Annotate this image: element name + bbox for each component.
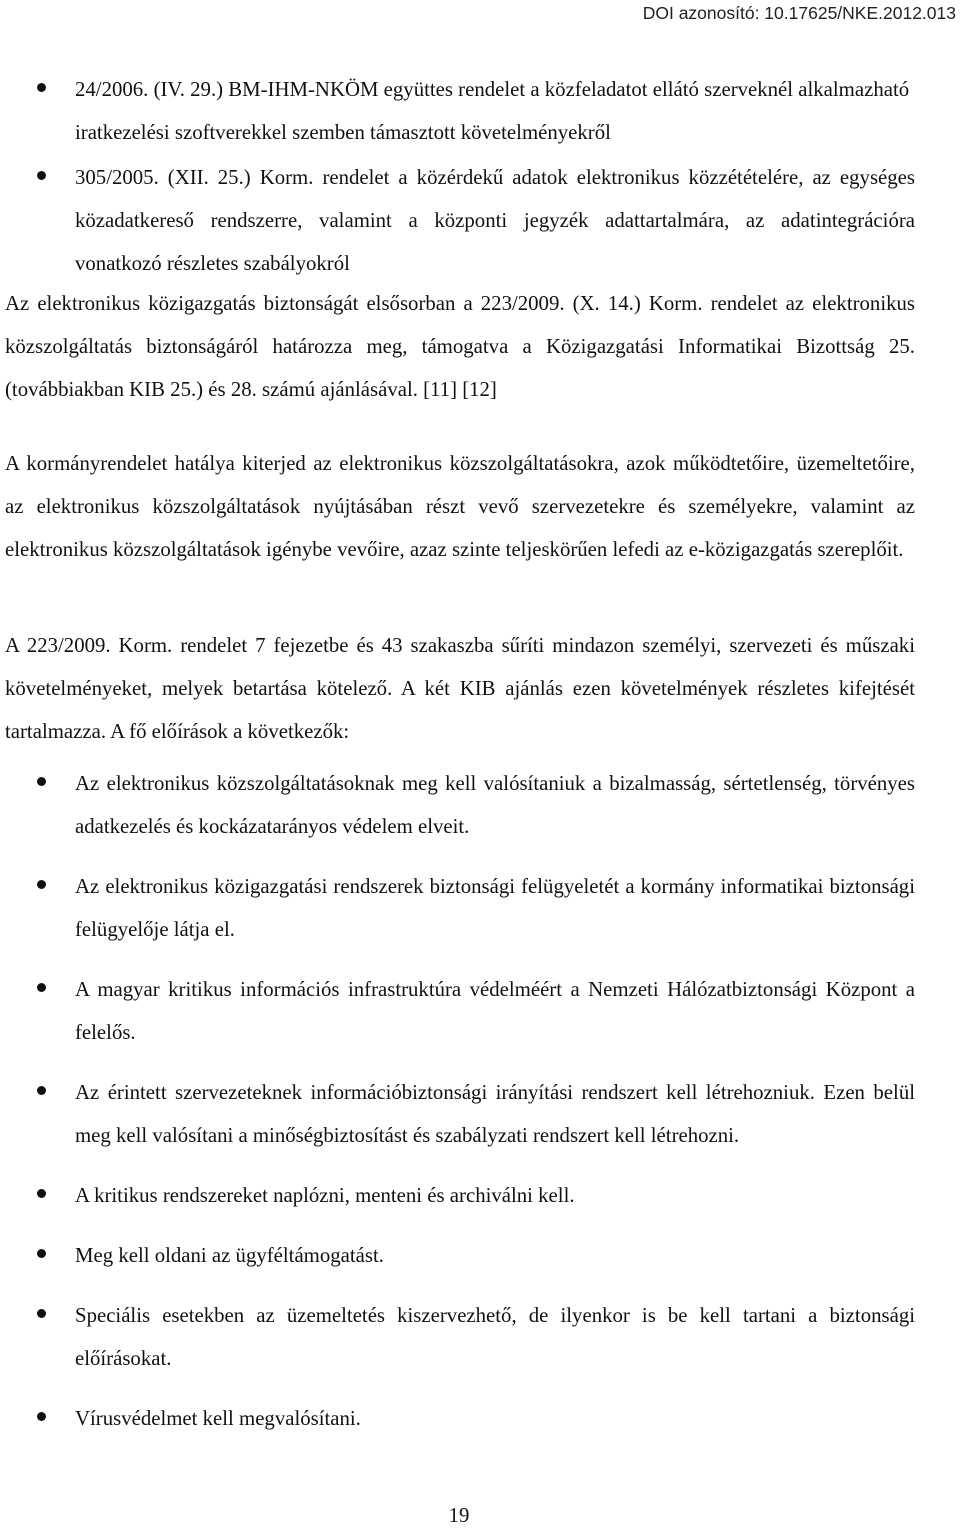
list-item-text: Vírusvédelmet kell megvalósítani. xyxy=(75,1407,361,1430)
list-item xyxy=(0,1234,960,1277)
bullet-icon xyxy=(37,1189,46,1198)
bullet-icon xyxy=(37,171,46,180)
bullet-icon xyxy=(37,777,46,786)
paragraph: Az elektronikus közigazgatás biztonságát elsősorban a 223/2009. (X. 14.) Korm. rendelet az elektronikus közszolgáltatás biztonságáról határozza meg, támogatva a Közigazgatási Informatikai Bizottság 25. (továbbiakban KIB 25.) és 28. számú ajánlásával. [11] [12] xyxy=(5,292,915,401)
bullet-icon xyxy=(37,1086,46,1095)
bullet-icon xyxy=(37,880,46,889)
list-item-text: A kritikus rendszereket naplózni, menteni és archiválni kell. xyxy=(75,1184,575,1207)
intro-bullet-list xyxy=(0,68,960,285)
list-item-text: A magyar kritikus információs infrastruktúra védelméért a Nemzeti Hálózatbiztonsági Központ a felelős. xyxy=(75,978,915,1044)
list-item xyxy=(0,1397,960,1440)
list-item-text: Az elektronikus közszolgáltatásoknak meg kell valósítaniuk a bizalmasság, sértetlenség, törvényes adatkezelés és kockázatarányos védelem elveit. xyxy=(75,772,915,838)
paragraph: A kormányrendelet hatálya kiterjed az elektronikus közszolgáltatásokra, azok működtetőire, üzemeltetőire, az elektronikus közszolgáltatások nyújtásában részt vevő szervezetekre és személyekre, valamint az elektronikus közszolgáltatások igénybe vevőire, azaz szinte teljeskörűen lefedi az e-közigazgatás szereplőit. xyxy=(5,452,915,561)
bullet-icon xyxy=(37,983,46,992)
list-item-text: Speciális esetekben az üzemeltetés kiszervezhető, de ilyenkor is be kell tartani a biztonsági előírásokat. xyxy=(75,1304,915,1370)
page-number: 19 xyxy=(448,1504,470,1527)
bullet-icon xyxy=(37,1412,46,1421)
list-item xyxy=(0,156,960,285)
list-item xyxy=(0,68,960,156)
bullet-icon xyxy=(37,83,46,92)
list-item xyxy=(0,1294,960,1380)
paragraph: A 223/2009. Korm. rendelet 7 fejezetbe és 43 szakaszba sűríti mindazon személyi, szervezeti és műszaki követelményeket, melyek betartása kötelező. A két KIB ajánlás ezen követelmények részletes kifejtését tartalmazza. A fő előírások a következők: xyxy=(5,634,915,743)
list-item-text: Meg kell oldani az ügyféltámogatást. xyxy=(75,1244,384,1267)
list-item xyxy=(0,1174,960,1217)
bullet-icon xyxy=(37,1249,46,1258)
list-item-text: Az érintett szervezeteknek információbiztonsági irányítási rendszert kell létrehozniuk. Ezen belül meg kell valósítani a minőségbiztosítást és szabályzati rendszert kell létrehozni. xyxy=(75,1081,915,1147)
requirements-bullet-list xyxy=(0,762,960,1440)
bullet-icon xyxy=(37,1309,46,1318)
list-item xyxy=(0,762,960,848)
list-item-text: 24/2006. (IV. 29.) BM-IHM-NKÖM együttes rendelet a közfeladatot ellátó szerveknél alkalmazható iratkezelési szoftverekkel szemben támasztott követelményekről xyxy=(75,78,910,144)
doi-header: DOI azonosító: 10.17625/NKE.2012.013 xyxy=(642,3,956,23)
list-item xyxy=(0,1071,960,1157)
list-item xyxy=(0,968,960,1054)
list-item-text: 305/2005. (XII. 25.) Korm. rendelet a közérdekű adatok elektronikus közzétételére, az egységes közadatkereső rendszerre, valamint a központi jegyzék adattartalmára, az adatintegrációra vonatkozó részletes szabályokról xyxy=(75,166,915,275)
list-item xyxy=(0,865,960,951)
list-item-text: Az elektronikus közigazgatási rendszerek biztonsági felügyeletét a kormány informatikai biztonsági felügyelője látja el. xyxy=(75,875,915,941)
